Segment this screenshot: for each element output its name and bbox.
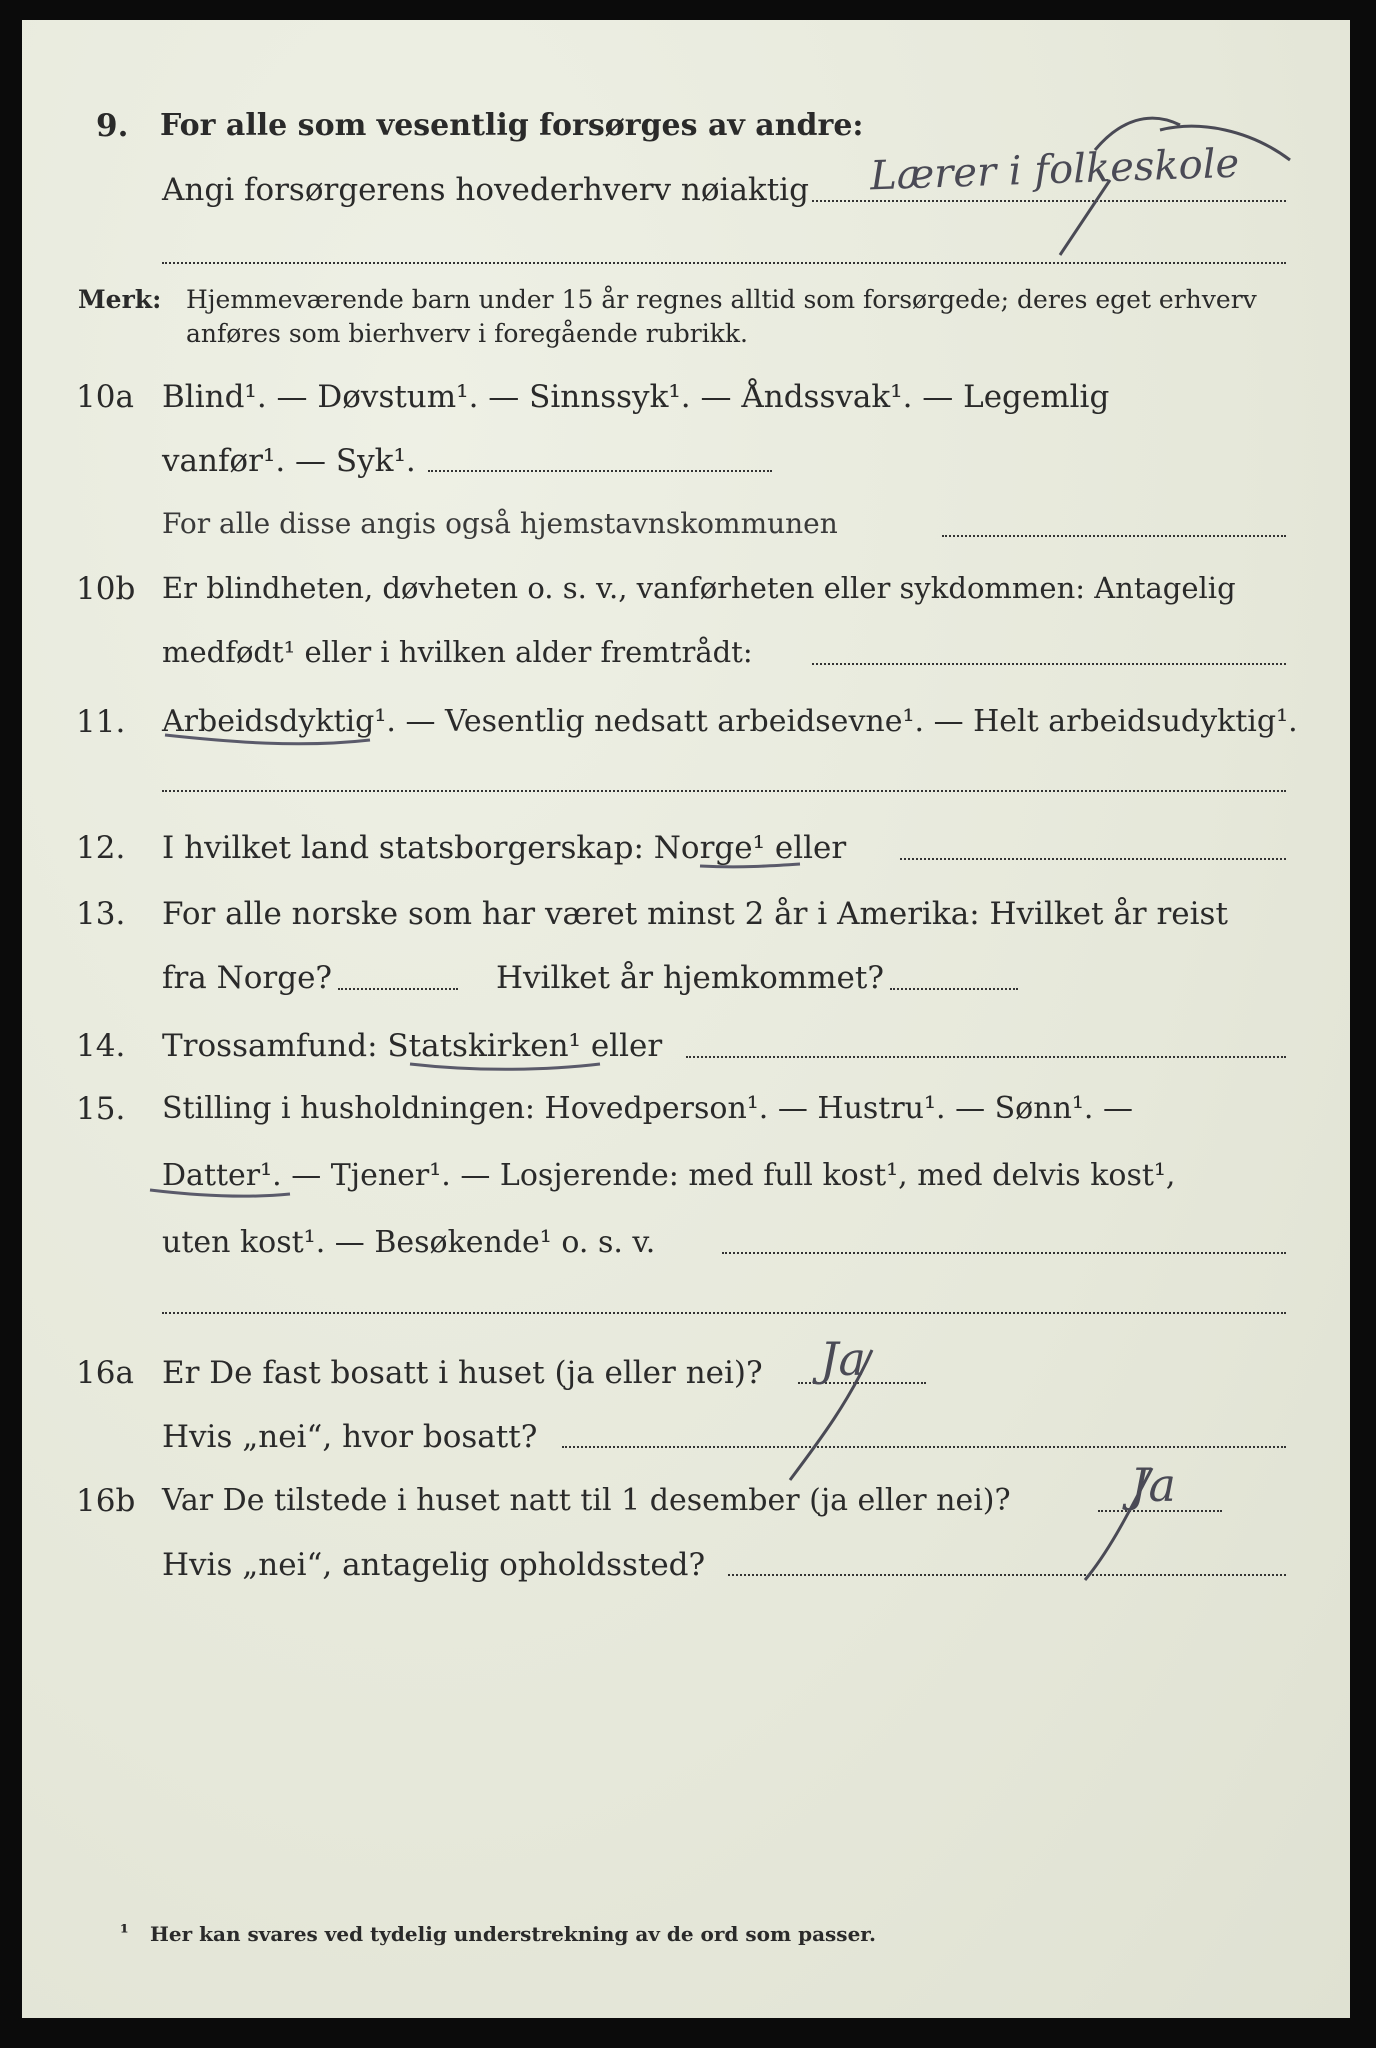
q10a-line-1: Blind¹. — Døvstum¹. — Sinnssyk¹. — Åndssvak¹. — Legemlig: [162, 379, 1110, 415]
q14-line-1: Trossamfund: Statskirken¹ eller: [162, 1028, 663, 1064]
q16a-number: 16a: [76, 1355, 134, 1391]
q16b-line-1: Var De tilstede i huset natt til 1 desember (ja eller nei)?: [162, 1483, 1011, 1518]
q9-number: 9.: [96, 108, 129, 144]
q11-number: 11.: [76, 704, 126, 740]
q16a-line-1: Er De fast bosatt i huset (ja eller nei)?: [162, 1355, 763, 1391]
q12-number: 12.: [76, 830, 126, 866]
q13-hjemkommet-line[interactable]: [890, 988, 1018, 990]
merk-line-1: Hjemmeværende barn under 15 år regnes alltid som forsørgede; deres eget erhverv: [186, 285, 1257, 314]
q9-answer-line[interactable]: [812, 200, 1286, 202]
q15-line-2: Datter¹. — Tjener¹. — Losjerende: med full kost¹, med delvis kost¹,: [162, 1158, 1176, 1193]
footnote-text: Her kan svares ved tydelig understrekning av de ord som passer.: [150, 1922, 876, 1946]
q10b-line-1: Er blindheten, døvheten o. s. v., vanførheten eller sykdommen: Antagelig: [162, 571, 1236, 605]
q16a-handwritten-answer: Ja: [820, 1332, 866, 1386]
q14-number: 14.: [76, 1028, 126, 1064]
q12-answer-line[interactable]: [900, 858, 1286, 860]
q9-handwritten-answer: Lærer i folkeskole: [869, 140, 1240, 200]
merk-label: Merk:: [78, 285, 162, 314]
footnote-marker: ¹: [120, 1920, 129, 1944]
merk-line-2: anføres som bierhverv i foregående rubrikk.: [186, 319, 748, 348]
q13-line-2a: fra Norge?: [162, 960, 333, 996]
q15-answer-line-2[interactable]: [162, 1312, 1286, 1314]
q9-title: For alle som vesentlig forsørges av andre:: [160, 108, 864, 143]
q10a-line-3: For alle disse angis også hjemstavnskommunen: [162, 507, 838, 540]
q9-answer-line-2[interactable]: [162, 262, 1286, 264]
q10b-line-2: medfødt¹ eller i hvilken alder fremtrådt:: [162, 635, 753, 669]
q11-answer-line[interactable]: [162, 790, 1286, 792]
q15-number: 15.: [76, 1091, 126, 1127]
q12-line-1: I hvilket land statsborgerskap: Norge¹ eller: [162, 830, 847, 866]
q13-line-1: For alle norske som har været minst 2 år i Amerika: Hvilket år reist: [162, 896, 1228, 932]
q13-line-2b: Hvilket år hjemkommet?: [496, 960, 884, 996]
q10a-syk-line[interactable]: [428, 470, 772, 472]
q10a-number: 10a: [76, 379, 134, 415]
q15-answer-line[interactable]: [722, 1252, 1286, 1254]
q16b-line-2: Hvis „nei“, antagelig opholdssted?: [162, 1547, 706, 1583]
q16a-line-2: Hvis „nei“, hvor bosatt?: [162, 1419, 538, 1455]
q16b-opholdssted-line[interactable]: [728, 1574, 1286, 1576]
q15-line-3: uten kost¹. — Besøkende¹ o. s. v.: [162, 1225, 656, 1260]
q16b-number: 16b: [76, 1483, 136, 1519]
q13-reist-line[interactable]: [338, 988, 458, 990]
q13-number: 13.: [76, 896, 126, 932]
q16a-bosatt-line[interactable]: [562, 1446, 1286, 1448]
q9-prompt: Angi forsørgerens hovederhverv nøiaktig: [162, 172, 809, 208]
q10a-hjemstavn-line[interactable]: [942, 535, 1286, 537]
q10b-number: 10b: [76, 571, 136, 607]
q14-answer-line[interactable]: [686, 1056, 1286, 1058]
q10a-line-2: vanfør¹. — Syk¹.: [162, 443, 416, 479]
q11-line-1: Arbeidsdyktig¹. — Vesentlig nedsatt arbeidsevne¹. — Helt arbeidsudyktig¹.: [162, 704, 1298, 739]
q10b-answer-line[interactable]: [812, 663, 1286, 665]
q15-line-1: Stilling i husholdningen: Hovedperson¹. — Hustru¹. — Sønn¹. —: [162, 1091, 1133, 1126]
q16b-handwritten-answer: Ja: [1130, 1458, 1176, 1512]
